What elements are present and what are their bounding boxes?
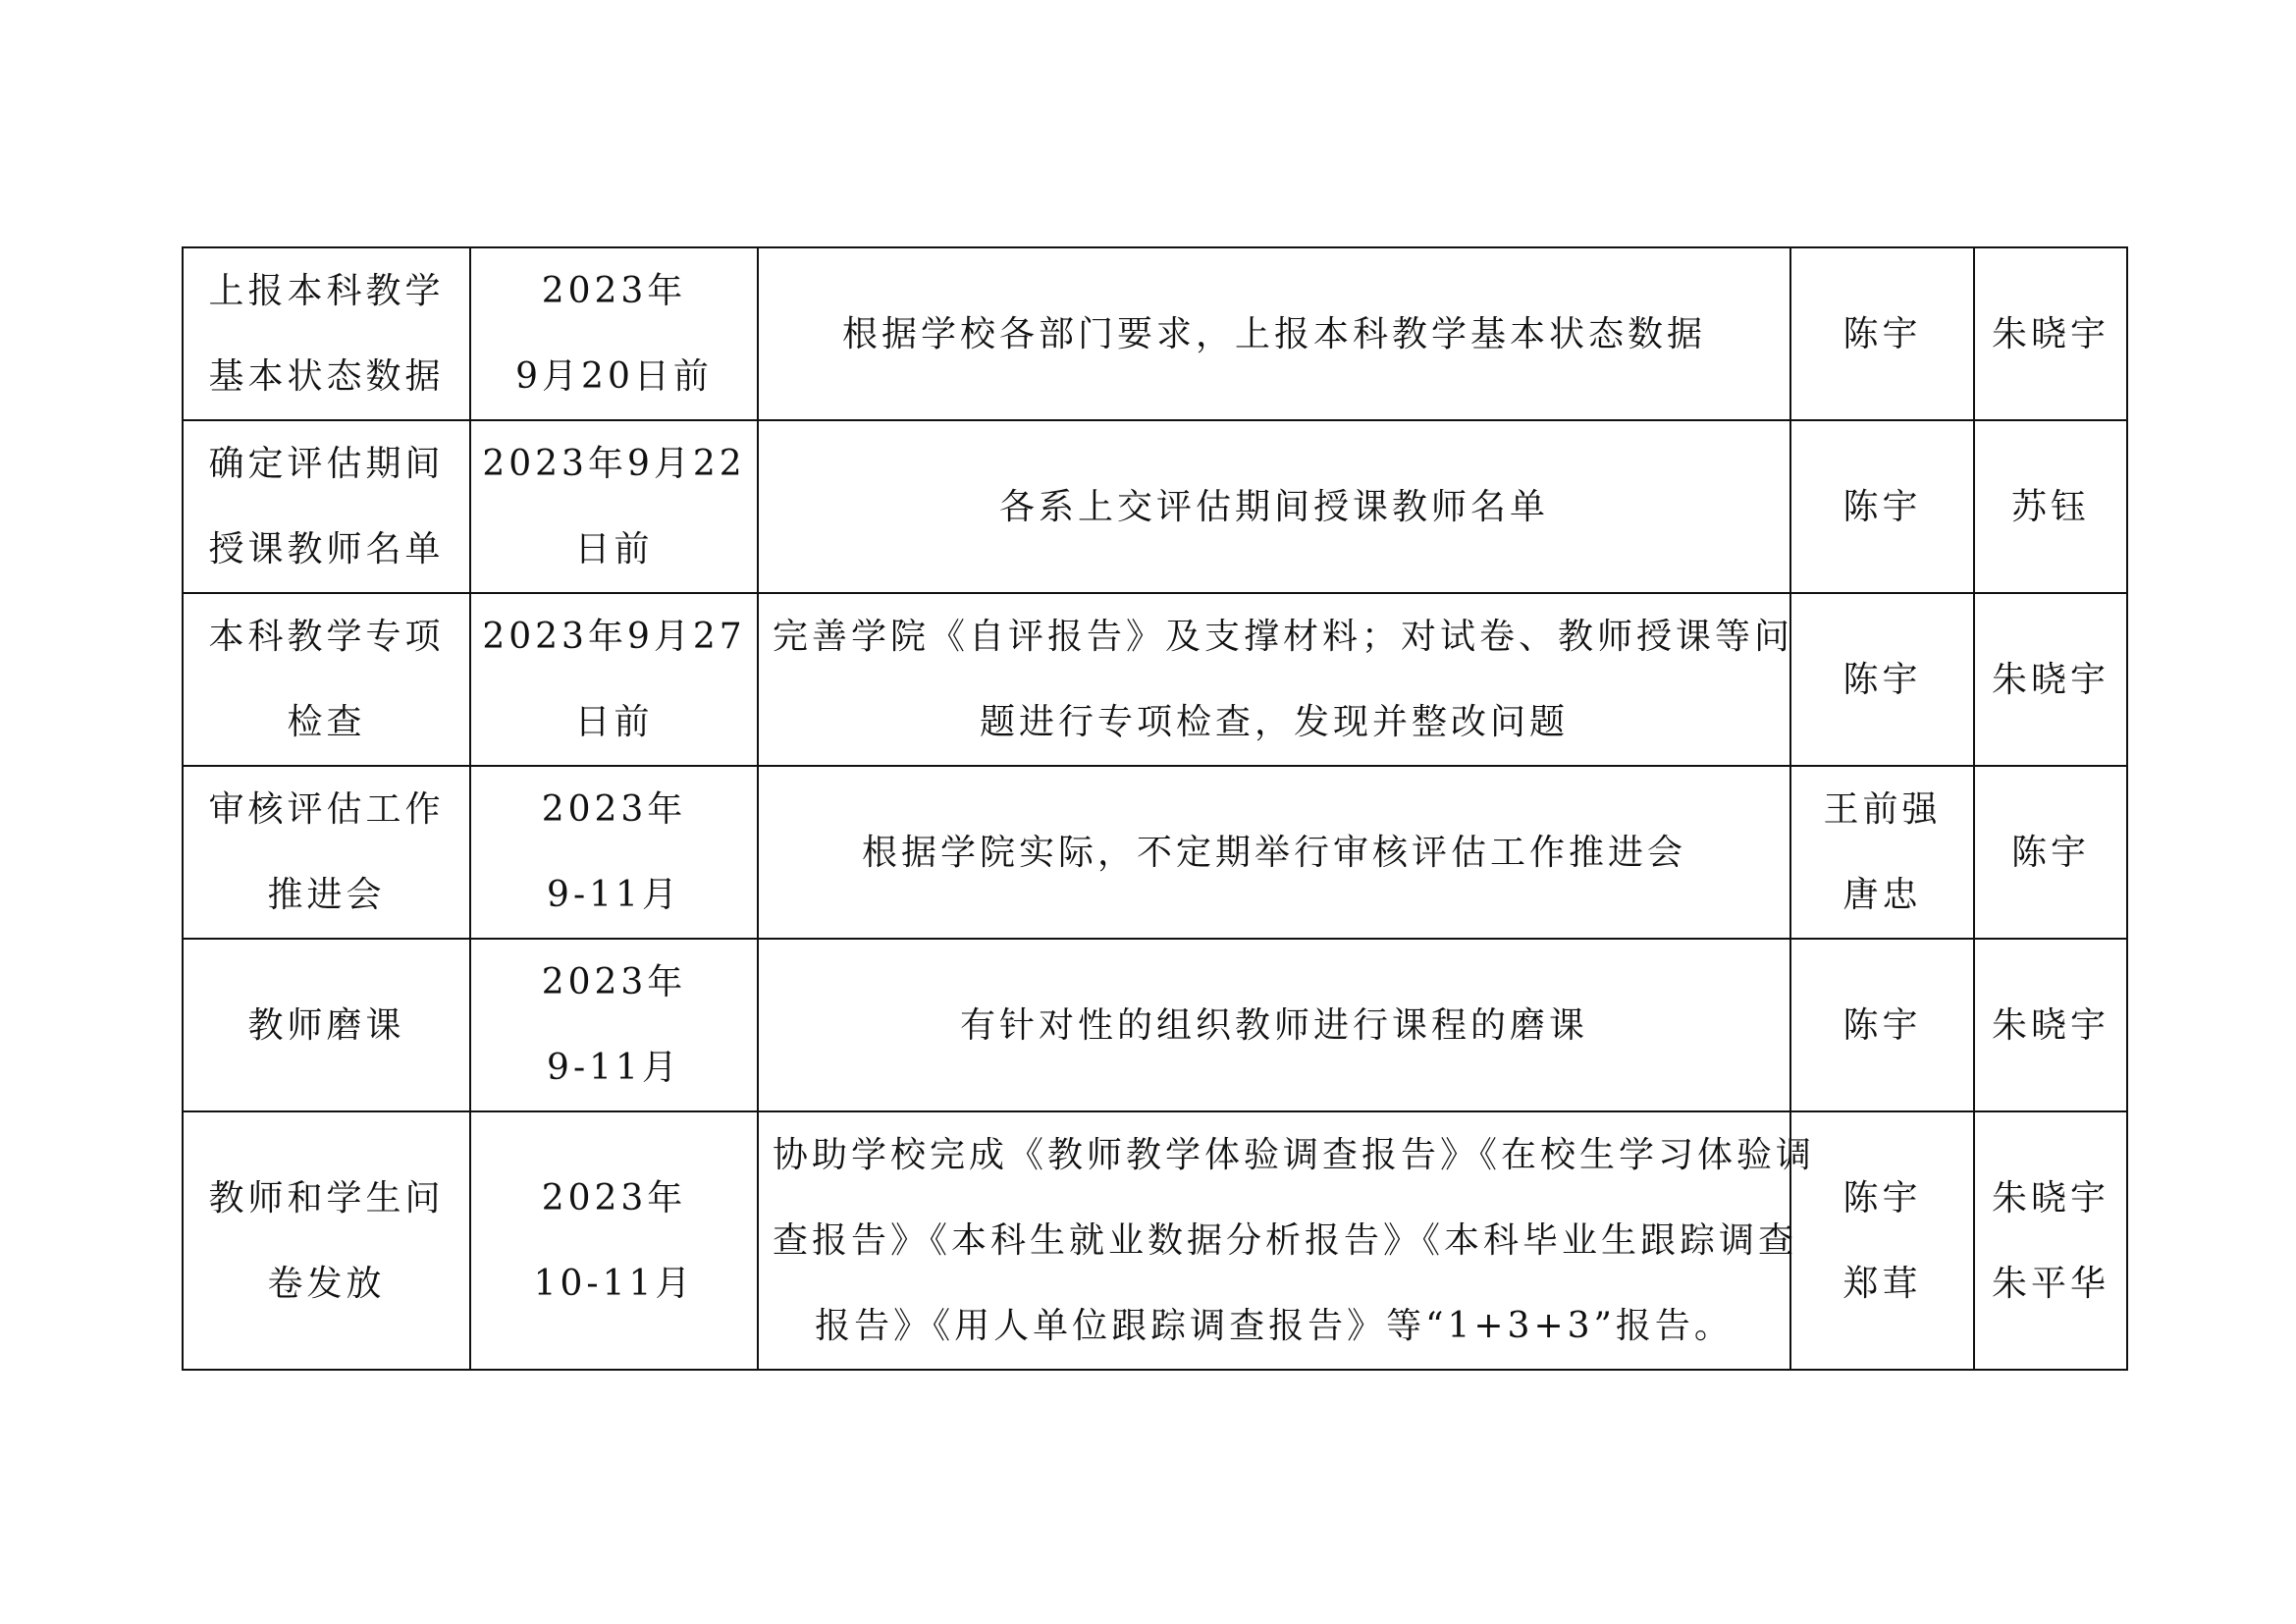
table-row [183, 247, 2127, 420]
content-cell: 完善学院《自评报告》及支撑材料；对试卷、教师授课等问 题进行专项检查，发现并整改问题 [758, 593, 1790, 766]
table-row [183, 939, 2127, 1111]
executor-cell: 朱晓宇 朱平华 [1974, 1111, 2127, 1370]
task-cell: 教师和学生问 卷发放 [183, 1111, 470, 1370]
executor-cell: 苏钰 [1974, 420, 2127, 593]
table-row [183, 593, 2127, 766]
content-cell: 有针对性的组织教师进行课程的磨课 [758, 939, 1790, 1111]
executor-cell: 朱晓宇 [1974, 593, 2127, 766]
content-cell: 协助学校完成《教师教学体验调查报告》《在校生学习体验调 查报告》《本科生就业数据分析报告》《本科毕业生跟踪调查 报告》《用人单位跟踪调查报告》等“1+3+3”报告。 [758, 1111, 1790, 1370]
task-cell: 本科教学专项 检查 [183, 593, 470, 766]
executor-cell: 朱晓宇 [1974, 247, 2127, 420]
responsible-cell: 陈宇 [1790, 593, 1974, 766]
time-cell: 2023年 9-11月 [470, 766, 758, 939]
responsible-cell: 陈宇 郑茸 [1790, 1111, 1974, 1370]
table-row [183, 420, 2127, 593]
work-plan-table [182, 246, 2128, 1371]
content-cell: 根据学校各部门要求，上报本科教学基本状态数据 [758, 247, 1790, 420]
responsible-cell: 陈宇 [1790, 247, 1974, 420]
time-cell: 2023年9月22 日前 [470, 420, 758, 593]
table-row [183, 766, 2127, 939]
responsible-cell: 王前强 唐忠 [1790, 766, 1974, 939]
task-cell: 审核评估工作 推进会 [183, 766, 470, 939]
table-row [183, 1111, 2127, 1370]
task-cell: 上报本科教学 基本状态数据 [183, 247, 470, 420]
time-cell: 2023年 9月20日前 [470, 247, 758, 420]
time-cell: 2023年 9-11月 [470, 939, 758, 1111]
task-cell: 确定评估期间 授课教师名单 [183, 420, 470, 593]
time-cell: 2023年 10-11月 [470, 1111, 758, 1370]
executor-cell: 陈宇 [1974, 766, 2127, 939]
time-cell: 2023年9月27 日前 [470, 593, 758, 766]
content-cell: 根据学院实际，不定期举行审核评估工作推进会 [758, 766, 1790, 939]
table-body [183, 247, 2127, 1370]
content-cell: 各系上交评估期间授课教师名单 [758, 420, 1790, 593]
responsible-cell: 陈宇 [1790, 939, 1974, 1111]
executor-cell: 朱晓宇 [1974, 939, 2127, 1111]
responsible-cell: 陈宇 [1790, 420, 1974, 593]
task-cell: 教师磨课 [183, 939, 470, 1111]
